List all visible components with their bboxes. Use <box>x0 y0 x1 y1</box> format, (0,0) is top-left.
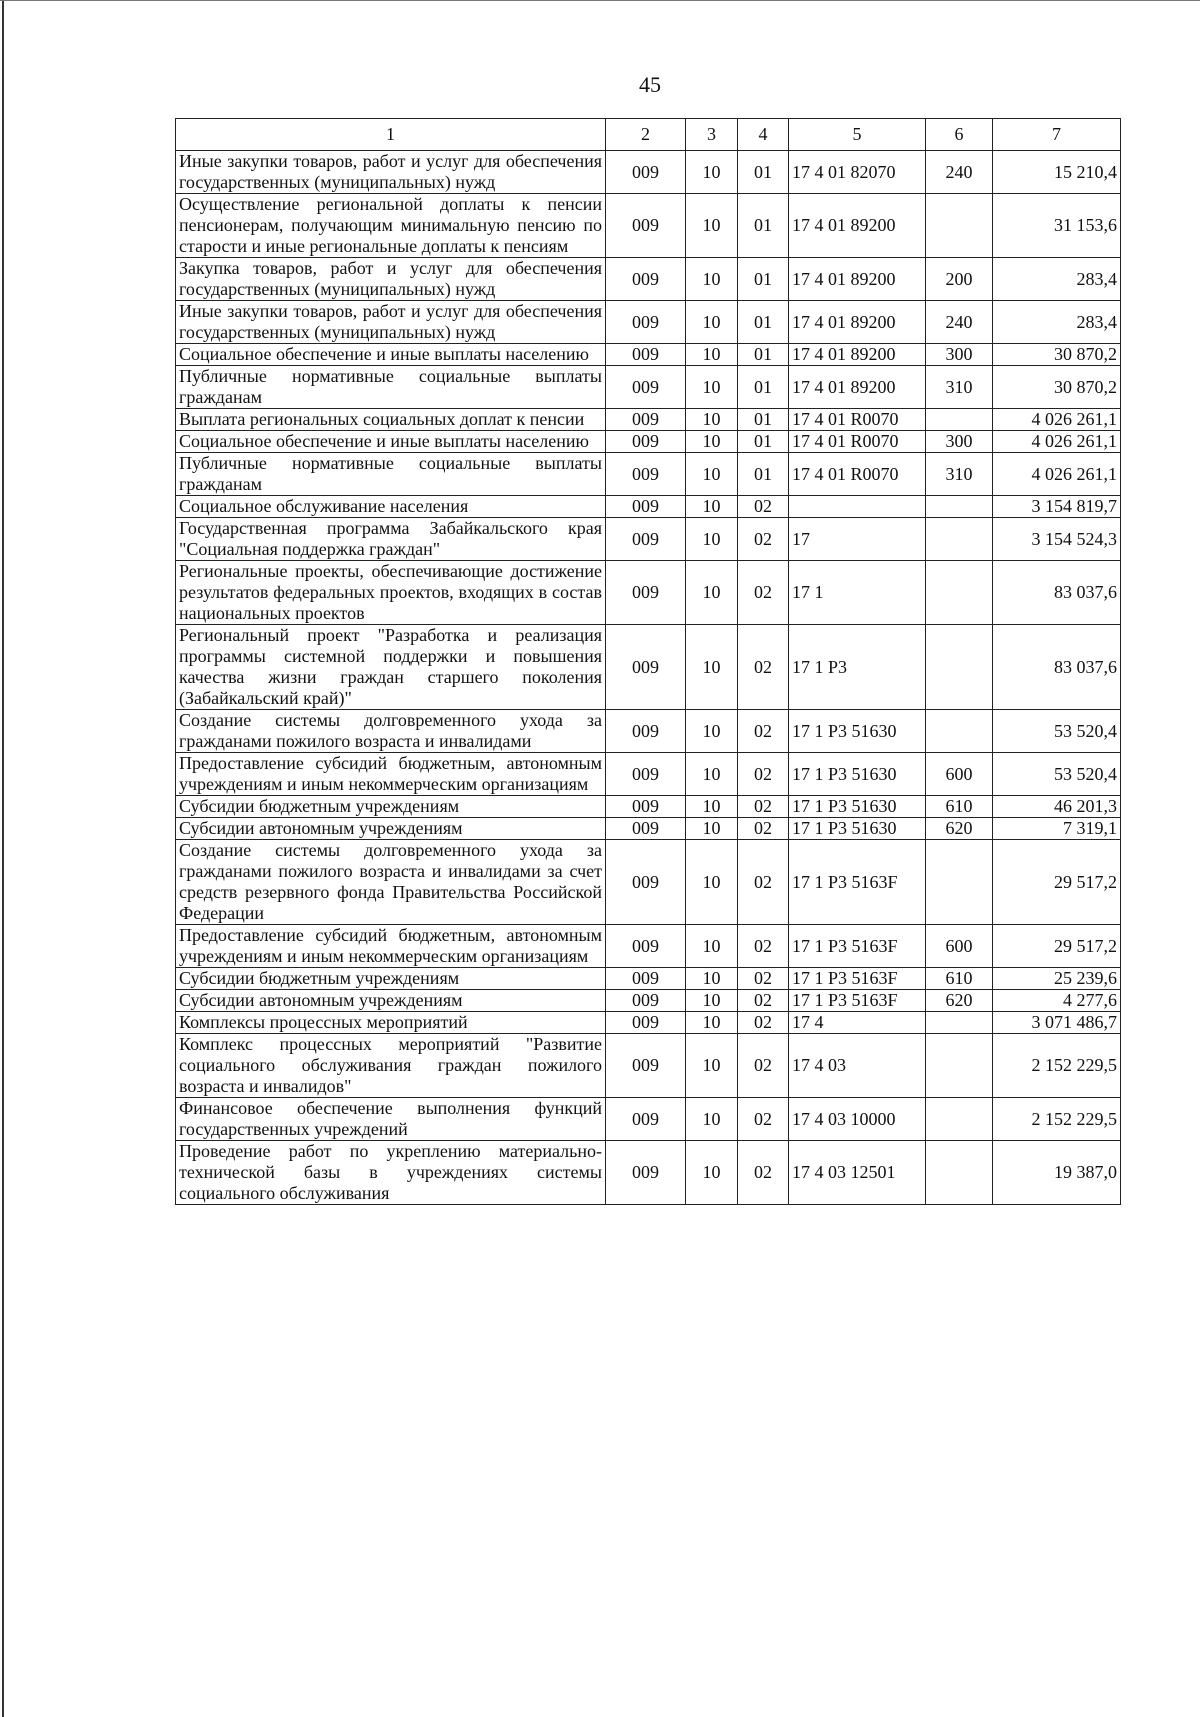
row-code-2: 009 <box>606 258 686 301</box>
scan-edge-top <box>0 0 1200 1</box>
table-row <box>176 710 1121 753</box>
row-code-2: 009 <box>606 518 686 561</box>
row-code-2: 009 <box>606 1098 686 1141</box>
row-code-2: 009 <box>606 1141 686 1205</box>
row-code-3: 10 <box>686 625 738 710</box>
row-amount: 4 026 261,1 <box>993 453 1121 496</box>
budget-table <box>175 118 1121 1205</box>
table-row <box>176 561 1121 625</box>
row-code-5: 17 4 01 R0070 <box>789 409 926 431</box>
row-code-3: 10 <box>686 1034 738 1098</box>
row-name: Создание системы долговременного ухода за гражданами пожилого возраста и инвалидами <box>176 710 606 753</box>
row-name: Предоставление субсидий бюджетным, автономным учреждениям и иным некоммерческим организациям <box>176 753 606 796</box>
row-code-5: 17 4 01 89200 <box>789 258 926 301</box>
row-code-5: 17 4 01 89200 <box>789 344 926 366</box>
row-code-6 <box>926 518 993 561</box>
table-row <box>176 753 1121 796</box>
row-code-3: 10 <box>686 518 738 561</box>
row-name: Субсидии бюджетным учреждениям <box>176 796 606 818</box>
row-code-3: 10 <box>686 258 738 301</box>
row-code-4: 02 <box>738 1141 789 1205</box>
row-code-5: 17 1 P3 5163F <box>789 968 926 990</box>
table-row <box>176 409 1121 431</box>
row-code-5: 17 4 01 89200 <box>789 301 926 344</box>
table-row <box>176 194 1121 258</box>
row-code-2: 009 <box>606 366 686 409</box>
row-code-2: 009 <box>606 818 686 840</box>
row-code-2: 009 <box>606 301 686 344</box>
row-code-3: 10 <box>686 968 738 990</box>
row-name: Комплекс процессных мероприятий "Развитие социального обслуживания граждан пожилого возраста и инвалидов" <box>176 1034 606 1098</box>
row-code-6 <box>926 496 993 518</box>
row-name: Публичные нормативные социальные выплаты гражданам <box>176 366 606 409</box>
row-name: Иные закупки товаров, работ и услуг для обеспечения государственных (муниципальных) нужд <box>176 301 606 344</box>
row-code-4: 02 <box>738 1012 789 1034</box>
row-amount: 283,4 <box>993 301 1121 344</box>
row-amount: 46 201,3 <box>993 796 1121 818</box>
row-code-4: 01 <box>738 301 789 344</box>
row-code-6: 610 <box>926 796 993 818</box>
row-code-2: 009 <box>606 968 686 990</box>
table-row <box>176 968 1121 990</box>
table-row <box>176 518 1121 561</box>
row-code-4: 02 <box>738 1034 789 1098</box>
row-code-2: 009 <box>606 840 686 925</box>
row-amount: 53 520,4 <box>993 753 1121 796</box>
row-code-4: 02 <box>738 925 789 968</box>
row-code-3: 10 <box>686 151 738 194</box>
table-row <box>176 431 1121 453</box>
row-code-4: 01 <box>738 409 789 431</box>
row-amount: 4 277,6 <box>993 990 1121 1012</box>
row-amount: 29 517,2 <box>993 925 1121 968</box>
row-code-4: 02 <box>738 625 789 710</box>
table-row <box>176 818 1121 840</box>
row-amount: 3 154 819,7 <box>993 496 1121 518</box>
row-code-3: 10 <box>686 753 738 796</box>
row-amount: 53 520,4 <box>993 710 1121 753</box>
row-code-6: 310 <box>926 366 993 409</box>
row-code-2: 009 <box>606 194 686 258</box>
row-name: Социальное обслуживание населения <box>176 496 606 518</box>
row-code-5: 17 1 P3 51630 <box>789 753 926 796</box>
row-name: Государственная программа Забайкальского края "Социальная поддержка граждан" <box>176 518 606 561</box>
row-code-2: 009 <box>606 625 686 710</box>
header-col-7: 7 <box>993 119 1121 151</box>
row-code-6: 200 <box>926 258 993 301</box>
row-code-2: 009 <box>606 344 686 366</box>
row-amount: 2 152 229,5 <box>993 1098 1121 1141</box>
row-code-6 <box>926 194 993 258</box>
row-amount: 15 210,4 <box>993 151 1121 194</box>
row-name: Субсидии автономным учреждениям <box>176 990 606 1012</box>
table-row <box>176 796 1121 818</box>
row-code-5: 17 4 01 89200 <box>789 366 926 409</box>
table-row <box>176 1012 1121 1034</box>
row-code-5: 17 1 <box>789 561 926 625</box>
header-col-4: 4 <box>738 119 789 151</box>
row-amount: 4 026 261,1 <box>993 431 1121 453</box>
row-code-5: 17 1 P3 5163F <box>789 925 926 968</box>
table-body <box>176 151 1121 1205</box>
table-row <box>176 258 1121 301</box>
row-code-4: 02 <box>738 753 789 796</box>
row-name: Публичные нормативные социальные выплаты гражданам <box>176 453 606 496</box>
row-code-4: 01 <box>738 194 789 258</box>
row-code-5: 17 1 P3 <box>789 625 926 710</box>
header-row <box>176 119 1121 151</box>
row-amount: 3 071 486,7 <box>993 1012 1121 1034</box>
row-code-5: 17 1 P3 5163F <box>789 840 926 925</box>
row-code-3: 10 <box>686 1098 738 1141</box>
row-code-6 <box>926 1012 993 1034</box>
table-row <box>176 840 1121 925</box>
row-code-4: 01 <box>738 151 789 194</box>
row-code-6: 620 <box>926 818 993 840</box>
row-name: Иные закупки товаров, работ и услуг для обеспечения государственных (муниципальных) нужд <box>176 151 606 194</box>
row-code-4: 01 <box>738 344 789 366</box>
row-amount: 31 153,6 <box>993 194 1121 258</box>
row-code-3: 10 <box>686 301 738 344</box>
row-amount: 19 387,0 <box>993 1141 1121 1205</box>
row-code-4: 02 <box>738 1098 789 1141</box>
row-code-3: 10 <box>686 453 738 496</box>
scan-edge-left <box>2 0 4 1717</box>
row-code-4: 02 <box>738 496 789 518</box>
row-name: Выплата региональных социальных доплат к пенсии <box>176 409 606 431</box>
row-code-6: 620 <box>926 990 993 1012</box>
row-code-2: 009 <box>606 409 686 431</box>
row-code-6: 610 <box>926 968 993 990</box>
table-row <box>176 1034 1121 1098</box>
row-name: Социальное обеспечение и иные выплаты населению <box>176 431 606 453</box>
row-code-2: 009 <box>606 453 686 496</box>
row-code-4: 02 <box>738 990 789 1012</box>
row-code-3: 10 <box>686 1012 738 1034</box>
row-code-3: 10 <box>686 710 738 753</box>
table-row <box>176 344 1121 366</box>
row-code-6: 310 <box>926 453 993 496</box>
row-amount: 83 037,6 <box>993 625 1121 710</box>
table-row <box>176 366 1121 409</box>
row-code-6 <box>926 840 993 925</box>
row-code-3: 10 <box>686 1141 738 1205</box>
row-code-5 <box>789 496 926 518</box>
row-code-2: 009 <box>606 796 686 818</box>
header-col-2: 2 <box>606 119 686 151</box>
row-code-2: 009 <box>606 431 686 453</box>
table-row <box>176 1098 1121 1141</box>
row-code-6 <box>926 1034 993 1098</box>
row-code-3: 10 <box>686 344 738 366</box>
row-code-4: 02 <box>738 818 789 840</box>
row-amount: 2 152 229,5 <box>993 1034 1121 1098</box>
row-code-5: 17 4 03 10000 <box>789 1098 926 1141</box>
row-name: Комплексы процессных мероприятий <box>176 1012 606 1034</box>
row-name: Региональный проект "Разработка и реализация программы системной поддержки и повышения качества жизни граждан старшего поколения (Забайкальский край)" <box>176 625 606 710</box>
row-code-6: 600 <box>926 753 993 796</box>
row-amount: 3 154 524,3 <box>993 518 1121 561</box>
row-code-5: 17 4 01 R0070 <box>789 453 926 496</box>
row-code-3: 10 <box>686 990 738 1012</box>
row-code-4: 01 <box>738 258 789 301</box>
row-name: Субсидии бюджетным учреждениям <box>176 968 606 990</box>
row-code-4: 02 <box>738 796 789 818</box>
row-code-6 <box>926 710 993 753</box>
table-row <box>176 301 1121 344</box>
row-code-4: 02 <box>738 518 789 561</box>
row-code-4: 02 <box>738 840 789 925</box>
table-row <box>176 151 1121 194</box>
row-code-4: 02 <box>738 561 789 625</box>
row-code-3: 10 <box>686 431 738 453</box>
header-col-5: 5 <box>789 119 926 151</box>
row-code-6 <box>926 561 993 625</box>
header-col-1: 1 <box>176 119 606 151</box>
table-row <box>176 625 1121 710</box>
row-amount: 283,4 <box>993 258 1121 301</box>
row-code-2: 009 <box>606 496 686 518</box>
row-name: Финансовое обеспечение выполнения функций государственных учреждений <box>176 1098 606 1141</box>
row-code-5: 17 1 P3 51630 <box>789 710 926 753</box>
row-code-2: 009 <box>606 710 686 753</box>
table-row <box>176 453 1121 496</box>
table-row <box>176 1141 1121 1205</box>
page-number: 45 <box>639 72 661 97</box>
row-amount: 25 239,6 <box>993 968 1121 990</box>
row-code-2: 009 <box>606 753 686 796</box>
row-code-3: 10 <box>686 796 738 818</box>
row-code-5: 17 <box>789 518 926 561</box>
row-code-6: 300 <box>926 431 993 453</box>
row-code-5: 17 1 P3 51630 <box>789 818 926 840</box>
row-code-5: 17 4 01 89200 <box>789 194 926 258</box>
row-code-2: 009 <box>606 990 686 1012</box>
row-code-4: 01 <box>738 366 789 409</box>
row-code-3: 10 <box>686 561 738 625</box>
row-code-5: 17 1 P3 5163F <box>789 990 926 1012</box>
row-code-6 <box>926 1098 993 1141</box>
row-code-5: 17 4 03 12501 <box>789 1141 926 1205</box>
row-code-5: 17 4 03 <box>789 1034 926 1098</box>
row-amount: 7 319,1 <box>993 818 1121 840</box>
row-amount: 83 037,6 <box>993 561 1121 625</box>
header-col-3: 3 <box>686 119 738 151</box>
row-code-5: 17 1 P3 51630 <box>789 796 926 818</box>
row-code-6: 600 <box>926 925 993 968</box>
row-code-4: 02 <box>738 710 789 753</box>
table-row <box>176 990 1121 1012</box>
row-amount: 30 870,2 <box>993 366 1121 409</box>
row-code-6 <box>926 409 993 431</box>
row-code-3: 10 <box>686 818 738 840</box>
row-code-5: 17 4 <box>789 1012 926 1034</box>
row-code-6 <box>926 1141 993 1205</box>
row-amount: 29 517,2 <box>993 840 1121 925</box>
row-code-3: 10 <box>686 194 738 258</box>
row-code-4: 02 <box>738 968 789 990</box>
row-code-2: 009 <box>606 561 686 625</box>
row-code-2: 009 <box>606 1034 686 1098</box>
row-code-2: 009 <box>606 1012 686 1034</box>
row-code-4: 01 <box>738 431 789 453</box>
row-code-3: 10 <box>686 366 738 409</box>
row-amount: 4 026 261,1 <box>993 409 1121 431</box>
row-code-3: 10 <box>686 925 738 968</box>
row-code-6: 240 <box>926 301 993 344</box>
row-code-4: 01 <box>738 453 789 496</box>
header-col-6: 6 <box>926 119 993 151</box>
row-code-2: 009 <box>606 925 686 968</box>
row-code-3: 10 <box>686 496 738 518</box>
table-row <box>176 925 1121 968</box>
row-name: Предоставление субсидий бюджетным, автономным учреждениям и иным некоммерческим организациям <box>176 925 606 968</box>
row-code-6: 240 <box>926 151 993 194</box>
row-name: Региональные проекты, обеспечивающие достижение результатов федеральных проектов, входящих в состав национальных проектов <box>176 561 606 625</box>
table-row <box>176 496 1121 518</box>
row-code-3: 10 <box>686 840 738 925</box>
row-code-2: 009 <box>606 151 686 194</box>
row-code-5: 17 4 01 R0070 <box>789 431 926 453</box>
row-code-6: 300 <box>926 344 993 366</box>
row-code-5: 17 4 01 82070 <box>789 151 926 194</box>
row-name: Субсидии автономным учреждениям <box>176 818 606 840</box>
row-name: Закупка товаров, работ и услуг для обеспечения государственных (муниципальных) нужд <box>176 258 606 301</box>
row-code-3: 10 <box>686 409 738 431</box>
row-name: Социальное обеспечение и иные выплаты населению <box>176 344 606 366</box>
row-amount: 30 870,2 <box>993 344 1121 366</box>
row-name: Создание системы долговременного ухода за гражданами пожилого возраста и инвалидами за счет средств резервного фонда Правительства Российской Федерации <box>176 840 606 925</box>
row-name: Осуществление региональной доплаты к пенсии пенсионерам, получающим минимальную пенсию по старости и иные региональные доплаты к пенсиям <box>176 194 606 258</box>
row-name: Проведение работ по укреплению материально-технической базы в учреждениях системы социального обслуживания <box>176 1141 606 1205</box>
row-code-6 <box>926 625 993 710</box>
